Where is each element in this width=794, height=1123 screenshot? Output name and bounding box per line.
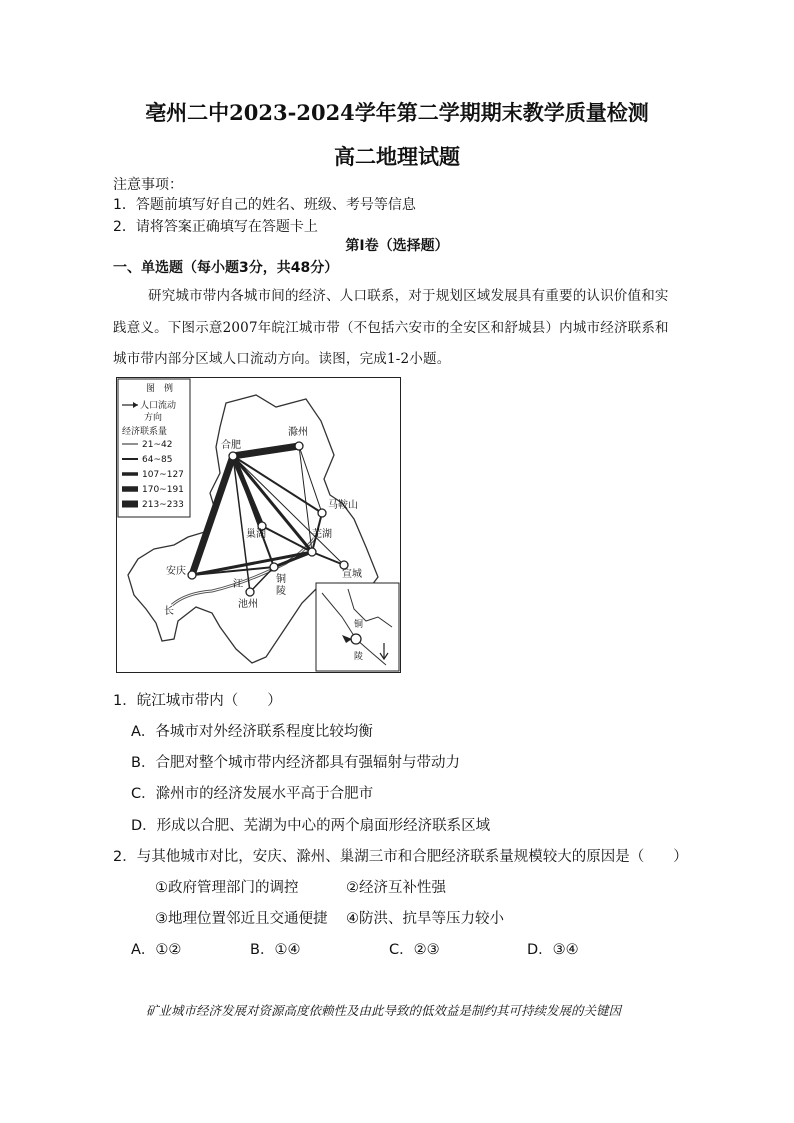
- question-2-factor-2: ②经济互补性强: [346, 880, 446, 896]
- map-legend: [118, 379, 190, 517]
- city-label-chuzhou: 滁州: [288, 427, 308, 438]
- city-marker-tongling: [270, 563, 278, 571]
- notice-item-1: 1．答题前填写好自己的姓名、班级、考号等信息: [113, 197, 416, 213]
- part-title: 第Ⅰ卷（选择题）: [345, 238, 449, 254]
- legend-range-2: 64~85: [142, 455, 173, 465]
- city-label-anqing: 安庆: [166, 566, 186, 577]
- city-marker-maanshan: [318, 509, 326, 517]
- question-2-factor-4: ④防洪、抗旱等压力较小: [346, 911, 504, 927]
- question-1-option-b[interactable]: B．合肥对整个城市带内经济都具有强辐射与带动力: [131, 755, 460, 771]
- city-marker-wuhu: [308, 548, 316, 556]
- city-marker-hefei: [229, 452, 237, 460]
- question-2-option-d[interactable]: D．③④: [527, 942, 579, 958]
- passage-line-2: 践意义。下图示意2007年皖江城市带（不包括六安市的全安区和舒城县）内城市经济联系和: [113, 320, 669, 336]
- question-2-factor-1: ①政府管理部门的调控: [155, 880, 299, 896]
- exam-title: 亳州二中2023-2024学年第二学期期末教学质量检测: [145, 100, 649, 125]
- city-marker-chuzhou: [295, 442, 303, 450]
- question-2-option-a[interactable]: A．①②: [131, 942, 182, 958]
- legend-flow-label-1: 人口流动: [140, 401, 177, 411]
- city-marker-anqing: [188, 571, 196, 579]
- question-1-option-d[interactable]: D．形成以合肥、芜湖为中心的两个扇面形经济联系区域: [131, 818, 491, 834]
- city-label-hefei: 合肥: [221, 440, 241, 451]
- legend-range-3: 107~127: [142, 470, 184, 480]
- legend-range-5: 213~233: [142, 500, 184, 510]
- passage-line-3: 城市带内部分区域人口流动方向。读图，完成1-2小题。: [113, 351, 451, 367]
- city-label-chizhou: 池州: [238, 599, 258, 610]
- legend-range-1: 21~42: [142, 440, 173, 450]
- notice-heading: 注意事项：: [113, 177, 183, 193]
- city-label-tongling-1: 铜: [276, 574, 286, 585]
- question-2-stem: 2．与其他城市对比，安庆、滁州、巢湖三市和合肥经济联系量规模较大的原因是（ ）: [113, 849, 688, 865]
- question-2-option-c[interactable]: C．②③: [389, 942, 440, 958]
- city-label-wuhu: 芜湖: [312, 529, 332, 540]
- question-1-option-c[interactable]: C．滁州市的经济发展水平高于合肥市: [131, 786, 374, 802]
- economic-link-map: [116, 377, 401, 673]
- question-1-option-a[interactable]: A．各城市对外经济联系程度比较均衡: [131, 724, 373, 740]
- next-passage-line: 矿业城市经济发展对资源高度依赖性及由此导致的低效益是制约其可持续发展的关键因: [146, 1003, 622, 1018]
- city-label-maanshan: 马鞍山: [328, 500, 358, 511]
- city-label-tongling-2: 陵: [276, 586, 286, 597]
- city-label-chaohu: 巢湖: [246, 529, 266, 540]
- city-label-chang: 长: [164, 606, 174, 617]
- inset-label-ling: 陵: [354, 652, 364, 662]
- passage-line-1: 研究城市带内各城市间的经济、人口联系，对于规划区域发展具有重要的认识价值和实: [148, 288, 669, 304]
- section-heading: 一、单选题（每小题3分，共48分）: [113, 260, 339, 276]
- question-1-stem: 1．皖江城市带内（ ）: [113, 693, 282, 709]
- city-label-xuancheng: 宣城: [342, 569, 362, 580]
- tongling-inset-map: [316, 583, 399, 671]
- legend-range-4: 170~191: [142, 485, 184, 495]
- inset-label-tong: 铜: [354, 620, 364, 630]
- question-2-factor-3: ③地理位置邻近且交通便捷: [155, 911, 328, 927]
- notice-item-2: 2．请将答案正确填写在答题卡上: [113, 219, 318, 235]
- city-marker-chizhou: [246, 588, 254, 596]
- city-label-jiang: 江: [233, 579, 243, 590]
- legend-flow-label-2: 方向: [144, 413, 163, 423]
- city-marker-xuancheng: [340, 561, 348, 569]
- legend-title: 图 例: [146, 384, 174, 394]
- exam-subtitle: 高二地理试题: [334, 144, 460, 169]
- question-2-option-b[interactable]: B．①④: [250, 942, 301, 958]
- legend-econ-label: 经济联系量: [122, 427, 168, 437]
